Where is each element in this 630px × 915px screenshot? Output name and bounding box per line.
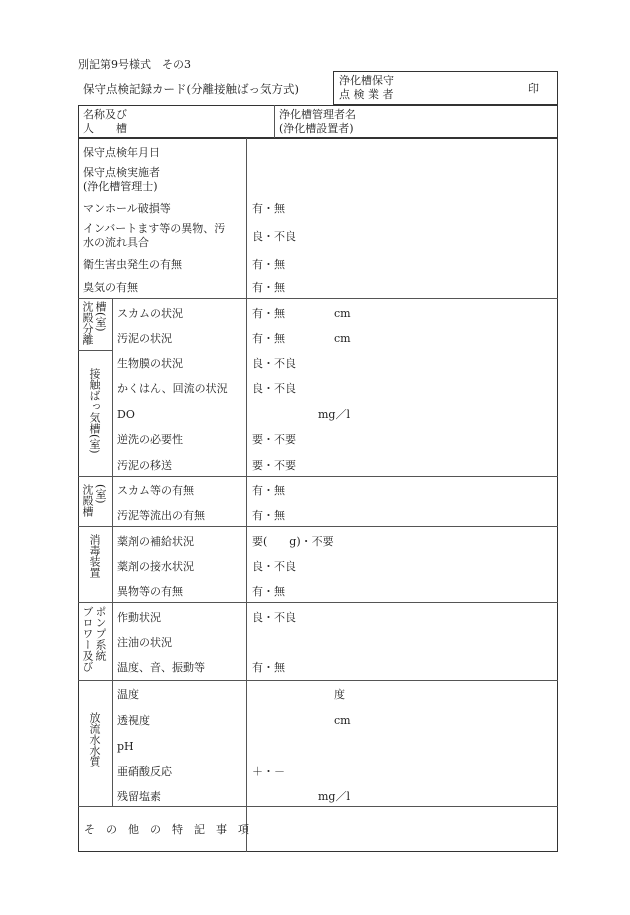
transfer-value[interactable]: 要・不要 [252, 459, 296, 472]
effluent-temp-unit: 度 [334, 688, 345, 701]
effluent-temp-label: 温度 [117, 688, 139, 701]
transparency-label: 透視度 [117, 714, 150, 727]
temp-noise-value[interactable]: 有・無 [252, 661, 285, 674]
name-label-2: 人 槽 [83, 122, 127, 135]
seal-mark: 印 [528, 82, 539, 95]
executor-field[interactable] [248, 162, 556, 194]
sep-tank-label-col1: 沈殿分離 [81, 301, 94, 345]
settle-scum-label: スカム等の有無 [117, 484, 194, 497]
settle-tank-label-col2: (室) [94, 484, 107, 504]
disinfection-label: 消毒装置 [88, 534, 101, 578]
group-column-divider [112, 298, 113, 806]
invert-label-1: インバートます等の異物、汚 [83, 222, 226, 235]
oil-label: 注油の状況 [117, 636, 172, 649]
ph-label: pH [117, 740, 134, 753]
inspector-label-1: 浄化槽保守 [339, 74, 394, 87]
sep-tank-label-col2: 槽(室) [94, 301, 107, 332]
manager-name-field[interactable] [366, 107, 556, 137]
pests-value[interactable]: 有・無 [252, 258, 285, 271]
ph-field[interactable] [248, 734, 556, 756]
sep-sludge-unit: cm [334, 332, 351, 345]
sep-scum-value[interactable]: 有・無 [252, 307, 285, 320]
foreign-label: 異物等の有無 [117, 585, 183, 598]
chlorine-unit: mg／l [318, 790, 350, 803]
sep-scum-label: スカムの状況 [117, 307, 183, 320]
odor-label: 臭気の有無 [83, 281, 138, 294]
manhole-label: マンホール破損等 [83, 202, 171, 215]
foreign-value[interactable]: 有・無 [252, 585, 285, 598]
nitrite-value[interactable]: ＋・－ [252, 765, 285, 778]
operation-label: 作動状況 [117, 611, 161, 624]
section-separator [78, 680, 558, 681]
sep-sludge-label: 汚泥の状況 [117, 332, 172, 345]
remarks-field[interactable] [248, 808, 556, 850]
outflow-value[interactable]: 有・無 [252, 509, 285, 522]
do-label: DO [117, 408, 135, 421]
settle-tank-label-col1: 沈殿槽 [81, 484, 94, 517]
group-separator [78, 350, 113, 351]
section-separator [78, 806, 558, 807]
contact-tank-label: 接触ばっ気槽(室) [88, 368, 101, 454]
sep-sludge-value[interactable]: 有・無 [252, 332, 285, 345]
mixing-label: かくはん、回流の状況 [117, 382, 228, 395]
sep-scum-unit: cm [334, 307, 351, 320]
effluent-label: 放流水水質 [88, 712, 101, 767]
supply-value[interactable]: 要( g)・不要 [252, 535, 334, 548]
blower-label-col2: ポンプ系統 [94, 606, 107, 661]
info-divider [274, 105, 275, 138]
form-title: 保守点検記録カード(分離接触ばっ気方式) [83, 82, 299, 96]
inspection-date-label: 保守点検年月日 [83, 146, 160, 159]
oil-field[interactable] [248, 630, 556, 652]
inspector-label-2: 点 検 業 者 [339, 88, 394, 101]
manager-label-1: 浄化槽管理者名 [279, 108, 356, 121]
invert-value[interactable]: 良・不良 [252, 230, 296, 243]
backwash-label: 逆洗の必要性 [117, 433, 183, 446]
form-reference: 別記第9号様式 その3 [78, 58, 191, 71]
manager-label-2: (浄化槽設置者) [279, 122, 354, 135]
blower-label-col1: ブロワー及び [81, 606, 94, 672]
supply-label: 薬剤の補給状況 [117, 535, 194, 548]
temp-noise-label: 温度、音、振動等 [117, 661, 205, 674]
backwash-value[interactable]: 要・不要 [252, 433, 296, 446]
value-column-divider [246, 138, 247, 852]
do-unit: mg／l [318, 408, 350, 421]
transparency-unit: cm [334, 714, 351, 727]
executor-label-2: (浄化槽管理士) [83, 180, 158, 193]
section-separator [78, 298, 558, 299]
nitrite-label: 亜硝酸反応 [117, 765, 172, 778]
chlorine-label: 残留塩素 [117, 790, 161, 803]
manhole-value[interactable]: 有・無 [252, 202, 285, 215]
mixing-value[interactable]: 良・不良 [252, 382, 296, 395]
name-label-1: 名称及び [83, 108, 127, 121]
biofilm-label: 生物膜の状況 [117, 357, 183, 370]
odor-value[interactable]: 有・無 [252, 281, 285, 294]
executor-label-1: 保守点検実施者 [83, 166, 160, 179]
chem-contact-label: 薬剤の接水状況 [117, 560, 194, 573]
operation-value[interactable]: 良・不良 [252, 611, 296, 624]
remarks-label: そ の 他 の 特 記 事 項 [84, 823, 249, 836]
biofilm-value[interactable]: 良・不良 [252, 357, 296, 370]
section-separator [78, 476, 558, 477]
transfer-label: 汚泥の移送 [117, 459, 172, 472]
pests-label: 衛生害虫発生の有無 [83, 258, 182, 271]
outflow-label: 汚泥等流出の有無 [117, 509, 205, 522]
chem-contact-value[interactable]: 良・不良 [252, 560, 296, 573]
settle-scum-value[interactable]: 有・無 [252, 484, 285, 497]
invert-label-2: 水の流れ具合 [83, 236, 149, 249]
section-separator [78, 602, 558, 603]
section-separator [78, 526, 558, 527]
inspection-date-field[interactable] [248, 140, 556, 160]
